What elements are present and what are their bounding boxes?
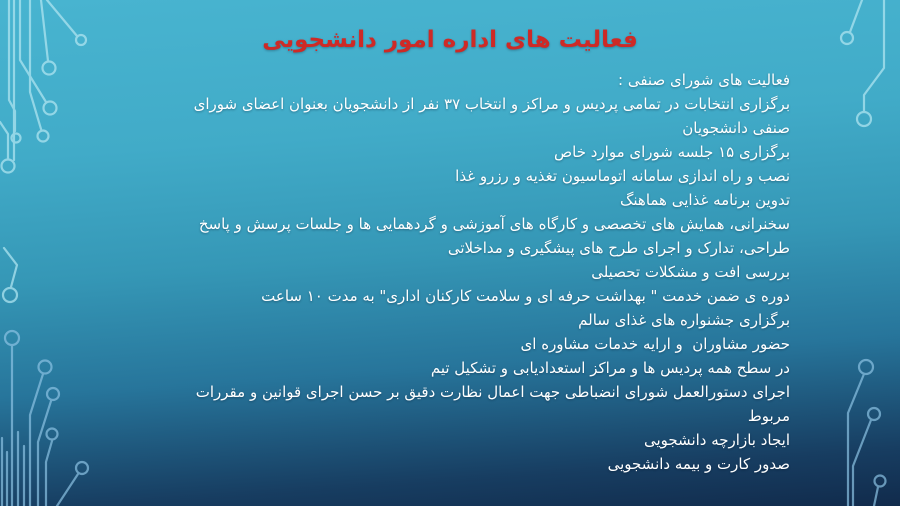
text-line: حضور مشاوران و ارایه خدمات مشاوره ای xyxy=(520,335,790,353)
text-line: در سطح همه پردیس ها و مراکز استعدادیابی و تشکیل تیم xyxy=(430,359,790,377)
text-line: اجرای دستورالعمل شورای انضباطی جهت اعمال نظارت دقیق بر حسن اجرای قوانین و مقررات xyxy=(195,383,790,401)
circuit-decoration-bottom-right xyxy=(848,360,886,506)
text-line: دوره ی ضمن خدمت " بهداشت حرفه ای و سلامت کارکنان اداری" به مدت ۱۰ ساعت xyxy=(261,287,790,305)
circuit-decoration-bottom-left xyxy=(2,331,88,506)
text-line: برگزاری ۱۵ جلسه شورای موارد خاص xyxy=(554,143,790,161)
text-line: طراحی، تدارک و اجرای طرح های پیشگیری و مداخلاتی xyxy=(447,239,790,257)
text-line: سخنرانی، همایش های تخصصی و کارگاه های آموزشی و گردهمایی ها و جلسات پرسش و پاسخ xyxy=(198,215,790,233)
text-line: فعالیت های شورای صنفی : xyxy=(618,71,790,89)
text-line: مربوط xyxy=(747,407,790,425)
text-line: صنفی دانشجویان xyxy=(682,119,790,137)
text-line: صدور کارت و بیمه دانشجویی xyxy=(607,455,790,473)
text-line: ایجاد بازارچه دانشجویی xyxy=(643,431,790,449)
text-line: برگزاری انتخابات در تمامی پردیس و مراکز و انتخاب ۳۷ نفر از دانشجویان بعنوان اعضای شورای xyxy=(193,95,790,113)
circuit-decoration-top-right xyxy=(841,0,884,126)
text-line: بررسی افت و مشکلات تحصیلی xyxy=(591,263,790,281)
text-line: برگزاری جشنواره های غذای سالم xyxy=(578,311,790,329)
text-line: تدوین برنامه غذایی هماهنگ xyxy=(619,191,790,209)
slide-title: فعالیت های اداره امور دانشجویی xyxy=(262,27,638,53)
slide-body-text xyxy=(194,68,790,476)
text-line: نصب و راه اندازی سامانه اتوماسیون تغذیه و رزرو غذا xyxy=(455,167,790,185)
